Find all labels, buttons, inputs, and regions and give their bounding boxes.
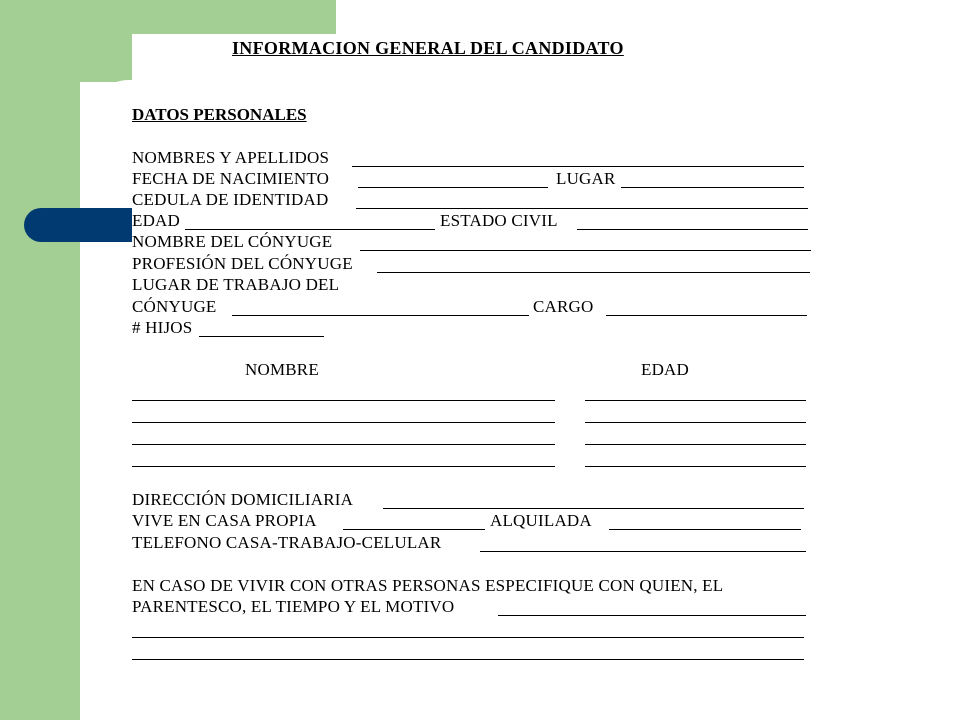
label-nombre-conyuge: NOMBRE DEL CÓNYUGE [132,232,333,251]
input-line-lugar-trabajo[interactable] [232,315,529,316]
green-corner-block [80,34,132,82]
input-line-lugar[interactable] [621,187,804,188]
input-line-fecha-nacimiento[interactable] [358,187,548,188]
label-lugar-trabajo-line2: CÓNYUGE [132,297,217,316]
input-line-estado-civil[interactable] [577,229,808,230]
label-direccion: DIRECCIÓN DOMICILIARIA [132,490,354,509]
label-profesion-conyuge: PROFESIÓN DEL CÓNYUGE [132,254,353,273]
input-line-casa-propia[interactable] [343,529,485,530]
column-header-nombre: NOMBRE [245,360,319,379]
label-edad: EDAD [132,211,181,230]
label-lugar-trabajo-line1: LUGAR DE TRABAJO DEL [132,275,340,294]
label-fecha-nacimiento: FECHA DE NACIMIENTO [132,169,330,188]
input-line-motivo-extra[interactable] [132,637,804,638]
section-title: DATOS PERSONALES [132,105,307,124]
form-title: INFORMACION GENERAL DEL CANDIDATO [232,38,624,58]
child-name-line[interactable] [132,466,555,467]
label-alquilada: ALQUILADA [490,511,592,530]
label-cargo: CARGO [533,297,594,316]
green-header-band [0,0,336,34]
child-age-line[interactable] [585,444,806,445]
label-cedula: CEDULA DE IDENTIDAD [132,190,329,209]
input-line-cedula[interactable] [356,208,808,209]
input-line-hijos[interactable] [199,336,324,337]
label-vive-casa-propia: VIVE EN CASA PROPIA [132,511,317,530]
input-line-nombres[interactable] [352,166,804,167]
child-name-line[interactable] [132,422,555,423]
input-line-motivo-extra[interactable] [132,659,804,660]
input-line-profesion-conyuge[interactable] [377,272,810,273]
label-nombres: NOMBRES Y APELLIDOS [132,148,330,167]
label-lugar: LUGAR [556,169,616,188]
child-name-line[interactable] [132,444,555,445]
label-estado-civil: ESTADO CIVIL [440,211,558,230]
input-line-cargo[interactable] [606,315,807,316]
input-line-direccion[interactable] [383,508,804,509]
child-name-line[interactable] [132,400,555,401]
label-otras-personas-line2: PARENTESCO, EL TIEMPO Y EL MOTIVO [132,597,455,616]
label-otras-personas-line1: EN CASO DE VIVIR CON OTRAS PERSONAS ESPECIFIQUE CON QUIEN, EL [132,576,724,595]
input-line-telefono[interactable] [480,551,806,552]
child-age-line[interactable] [585,400,806,401]
child-age-line[interactable] [585,466,806,467]
child-age-line[interactable] [585,422,806,423]
input-line-nombre-conyuge[interactable] [360,250,811,251]
input-line-edad[interactable] [185,229,435,230]
input-line-motivo[interactable] [498,615,806,616]
label-hijos: # HIJOS [132,318,193,337]
green-sidebar [0,0,80,720]
column-header-edad: EDAD [641,360,690,379]
input-line-alquilada[interactable] [609,529,801,530]
label-telefono: TELEFONO CASA-TRABAJO-CELULAR [132,533,442,552]
blue-accent-pill [24,208,132,242]
